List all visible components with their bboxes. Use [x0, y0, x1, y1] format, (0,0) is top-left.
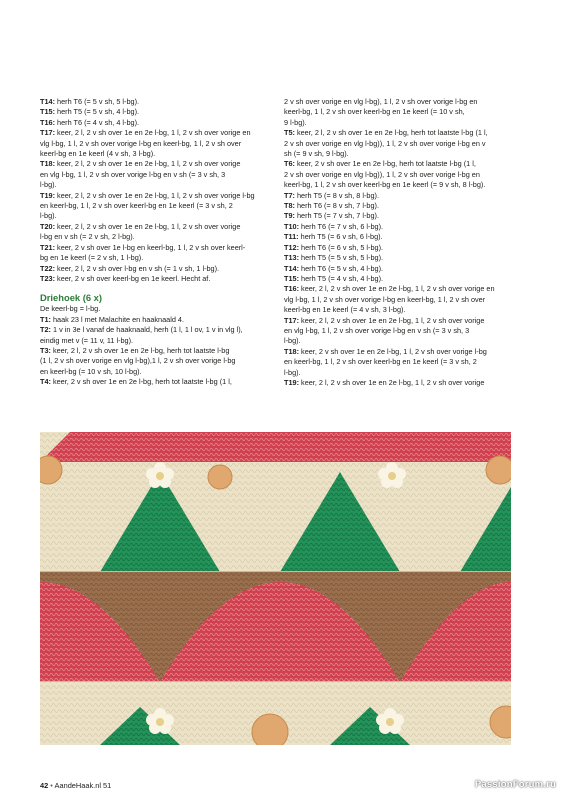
instruction-line: [40, 243, 266, 253]
row-text: en vlg l-bg, 1 l, 2 v sh over vorige l-bg en v sh (= 3 v sh, 3: [40, 169, 226, 179]
row-text: bg en 1e keerl (= 2 v sh, 1 l-bg).: [40, 253, 144, 263]
instruction-line: [284, 274, 510, 284]
row-text: De keerl-bg = l-bg.: [40, 304, 101, 314]
instruction-line: [284, 378, 510, 388]
instruction-line: [284, 243, 510, 253]
instruction-line: [40, 211, 266, 221]
instruction-line: [284, 107, 510, 117]
row-text: herh T5 (= 8 v sh, 8 l-bg).: [294, 190, 379, 200]
row-text: keer, 2 l, 2 v sh over 1e en 2e l-bg, 1 l, 2 v sh over vorige: [55, 159, 241, 169]
row-label: T3:: [40, 345, 51, 355]
row-label: T9:: [284, 211, 295, 221]
instruction-line: [284, 128, 510, 138]
row-label: T14:: [284, 263, 300, 273]
row-label: T17:: [284, 315, 300, 325]
instruction-line: [40, 367, 266, 377]
row-text: keer, 2 v sh over 1e en 2e l-bg, herh tot laatste l-bg (1 l,: [50, 377, 232, 387]
row-text: l-bg).: [284, 367, 301, 377]
row-label: T22:: [40, 263, 56, 273]
row-label: T18:: [284, 346, 300, 356]
instruction-line: [284, 139, 510, 149]
row-label: T6:: [284, 159, 295, 169]
row-text: keer, 2 l, 2 v sh over 1e en 2e l-bg, 1 l, 2 v sh over vorige en: [299, 284, 495, 294]
row-text: sh (= 9 v sh, 9 l-bg).: [284, 149, 349, 159]
instruction-line: [284, 305, 510, 315]
watermark: PassionForum.ru: [474, 779, 556, 790]
page-footer: [40, 781, 111, 791]
instruction-line: [284, 253, 510, 263]
row-text: en keerl-bg, 1 l, 2 v sh over keerl-bg en 1e keerl (= 3 v sh, 2: [284, 357, 477, 367]
instruction-line: [284, 347, 510, 357]
instruction-line: [40, 232, 266, 242]
instruction-line: [284, 201, 510, 211]
instruction-line: [284, 336, 510, 346]
row-label: T19:: [40, 190, 56, 200]
instruction-line: [284, 295, 510, 305]
page-number: 42: [40, 781, 49, 790]
instruction-line: [40, 274, 266, 284]
row-label: T13:: [284, 253, 300, 263]
row-text: en keerl-bg (= 10 v sh, 10 l-bg).: [40, 366, 142, 376]
instruction-line: [284, 191, 510, 201]
instruction-line: [284, 357, 510, 367]
instruction-line: [284, 222, 510, 232]
left-block-rows-driehoek: [40, 304, 266, 387]
row-text: en keerl-bg, 1 l, 2 v sh over keerl-bg en 1e keerl (= 3 v sh, 2: [40, 201, 233, 211]
row-text: keer, 2 l, 2 v sh over 1e en 2e l-bg, 1 l, 2 v sh over vorige en: [55, 128, 251, 138]
row-text: herh T6 (= 5 v sh, 5 l-bg).: [55, 97, 140, 106]
instruction-line: [284, 326, 510, 336]
crochet-blanket-photo: [40, 432, 511, 745]
instruction-line: [284, 180, 510, 190]
row-label: T1:: [40, 314, 51, 324]
row-label: T5:: [284, 128, 295, 138]
row-label: T12:: [284, 242, 300, 252]
row-label: T17:: [40, 128, 56, 138]
row-text: herh T6 (= 4 v sh, 4 l-bg).: [55, 117, 140, 127]
instruction-line: [40, 304, 266, 314]
row-label: T7:: [284, 190, 295, 200]
row-text: herh T6 (= 5 v sh, 4 l-bg).: [299, 263, 384, 273]
instruction-line: [40, 222, 266, 232]
instruction-line: [40, 107, 266, 117]
row-text: 1 v in 3e l vanaf de haaknaald, herh (1 l, 1 l ov, 1 v in vlg l),: [50, 325, 243, 335]
instruction-line: [284, 118, 510, 128]
instruction-line: [40, 336, 266, 346]
row-label: T11:: [284, 232, 299, 242]
row-label: T21:: [40, 242, 56, 252]
row-label: T14:: [40, 97, 56, 106]
row-label: T16:: [40, 117, 56, 127]
instruction-line: [284, 97, 510, 107]
instructions-left-column: [40, 97, 266, 388]
row-text: l-bg).: [284, 336, 301, 346]
row-label: T16:: [284, 284, 300, 294]
row-label: T10:: [284, 221, 300, 231]
row-text: 2 v sh over vorige en vlg l-bg)), 1 l, 2 v sh over vorige l-bg en v: [284, 138, 486, 148]
instruction-line: [284, 284, 510, 294]
row-text: keer, 2 v sh over 1e en 2e l-bg, 1 l, 2 v sh over vorige l-bg: [299, 346, 487, 356]
instruction-line: [40, 264, 266, 274]
row-label: T2:: [40, 325, 51, 335]
row-label: T15:: [284, 273, 300, 283]
row-text: vlg l-bg, 1 l, 2 v sh over vorige l-bg en keerl-bg, 1 l, 2 v sh over: [284, 294, 486, 304]
instruction-line: [40, 356, 266, 366]
instruction-line: [40, 139, 266, 149]
instruction-line: [40, 201, 266, 211]
row-text: keer, 2 v sh over keerl-bg en 1e keerl. Hecht af.: [55, 273, 211, 283]
row-label: T15:: [40, 107, 56, 117]
instruction-line: [40, 253, 266, 263]
row-text: 9 l-bg).: [284, 117, 307, 127]
instruction-line: [284, 264, 510, 274]
row-text: herh T5 (= 4 v sh, 4 l-bg).: [299, 273, 384, 283]
row-text: herh T5 (= 6 v sh, 6 l-bg).: [298, 232, 383, 242]
row-label: T19:: [284, 377, 300, 387]
instruction-line: [40, 325, 266, 335]
row-text: keer, 2 v sh over 1e en 2e l-bg, herh tot laatste l-bg (1 l,: [294, 159, 476, 169]
instruction-line: [40, 97, 266, 107]
footer-separator: •: [50, 781, 53, 790]
instruction-line: [40, 180, 266, 190]
instruction-line: [284, 149, 510, 159]
row-text: keer, 2 l, 2 v sh over 1e en 2e l-bg, herh tot laatste l-bg (1 l,: [294, 128, 488, 138]
section-heading-driehoek: Driehoek (6 x): [40, 292, 102, 304]
instruction-line: [40, 159, 266, 169]
row-text: keerl-bg, 1 l, 2 v sh over keerl-bg en 1e keerl (= 10 v sh,: [284, 107, 465, 117]
instruction-line: [40, 170, 266, 180]
instruction-line: [40, 315, 266, 325]
row-text: (1 l, 2 v sh over vorige en vlg l-bg),1 l, 2 v sh over vorige l-bg: [40, 356, 236, 366]
row-text: herh T5 (= 7 v sh, 7 l-bg).: [294, 211, 379, 221]
instruction-line: [284, 159, 510, 169]
instruction-line: [40, 377, 266, 387]
row-text: herh T5 (= 5 v sh, 4 l-bg).: [55, 107, 140, 117]
row-text: eindig met v (= 11 v, 11 l-bg).: [40, 335, 134, 345]
row-text: keer, 2 l, 2 v sh over 1e en 2e l-bg, 1 l, 2 v sh over vorige l-bg: [55, 190, 255, 200]
row-label: T23:: [40, 273, 56, 283]
row-text: haak 23 l met Malachite en haaknaald 4.: [50, 314, 185, 324]
instruction-line: [284, 170, 510, 180]
row-label: T4:: [40, 377, 51, 387]
instructions-right-column: [284, 97, 510, 388]
instruction-line: [40, 128, 266, 138]
row-text: keer, 2 l, 2 v sh over 1e en 2e l-bg, 1 l, 2 v sh over vorige: [299, 315, 485, 325]
row-text: 2 v sh over vorige en vlg l-bg), 1 l, 2 v sh over vorige l-bg en: [284, 97, 478, 106]
row-text: en vlg l-bg, 1 l, 2 v sh over vorige l-bg en v sh (= 3 v sh, 3: [284, 325, 470, 335]
row-text: keer, 2 l, 2 v sh over 1e en 2e l-bg, 1 l, 2 v sh over vorige: [299, 377, 485, 387]
instruction-line: [40, 191, 266, 201]
left-block-rows: [40, 97, 266, 284]
row-text: 2 v sh over vorige en vlg l-bg)), 1 l, 2 v sh over vorige l-bg en: [284, 169, 480, 179]
row-text: herh T6 (= 6 v sh, 5 l-bg).: [299, 242, 384, 252]
row-label: T18:: [40, 159, 56, 169]
row-text: l-bg en v sh (= 2 v sh, 2 l-bg).: [40, 232, 135, 242]
instruction-line: [284, 211, 510, 221]
row-text: vlg l-bg, 1 l, 2 v sh over vorige l-bg en keerl-bg, 1 l, 2 v sh over: [40, 138, 242, 148]
row-text: keerl-bg en 1e keerl (= 4 v sh, 3 l-bg).: [284, 305, 406, 315]
row-text: l-bg).: [40, 211, 57, 221]
row-text: herh T5 (= 5 v sh, 5 l-bg).: [299, 253, 384, 263]
row-text: keer, 2 l, 2 v sh over 1e en 2e l-bg, 1 l, 2 v sh over vorige: [55, 221, 241, 231]
row-text: l-bg).: [40, 180, 57, 190]
row-text: herh T6 (= 7 v sh, 6 l-bg).: [299, 221, 384, 231]
row-text: herh T6 (= 8 v sh, 7 l-bg).: [294, 201, 379, 211]
instruction-line: [40, 149, 266, 159]
crochet-blanket-illustration: [40, 432, 511, 745]
instruction-line: [40, 346, 266, 356]
row-label: T20:: [40, 221, 56, 231]
instruction-line: [284, 368, 510, 378]
row-text: keerl-bg en 1e keerl (4 v sh, 3 l-bg).: [40, 149, 156, 159]
row-text: keer, 2 v sh over 1e l-bg en keerl-bg, 1 l, 2 v sh over keerl-: [55, 242, 246, 252]
publication-name: AandeHaak.nl 51: [54, 781, 112, 790]
row-text: keerl-bg, 1 l, 2 v sh over keerl-bg en 1e keerl (= 9 v sh, 8 l-bg).: [284, 180, 486, 190]
row-text: keer, 2 l, 2 v sh over l-bg en v sh (= 1 v sh, 1 l-bg).: [55, 263, 220, 273]
instruction-line: [284, 316, 510, 326]
instruction-line: [40, 118, 266, 128]
row-text: keer, 2 l, 2 v sh over 1e en 2e l-bg, herh tot laatste l-bg: [50, 345, 230, 355]
row-label: T8:: [284, 201, 295, 211]
instruction-line: [284, 232, 510, 242]
